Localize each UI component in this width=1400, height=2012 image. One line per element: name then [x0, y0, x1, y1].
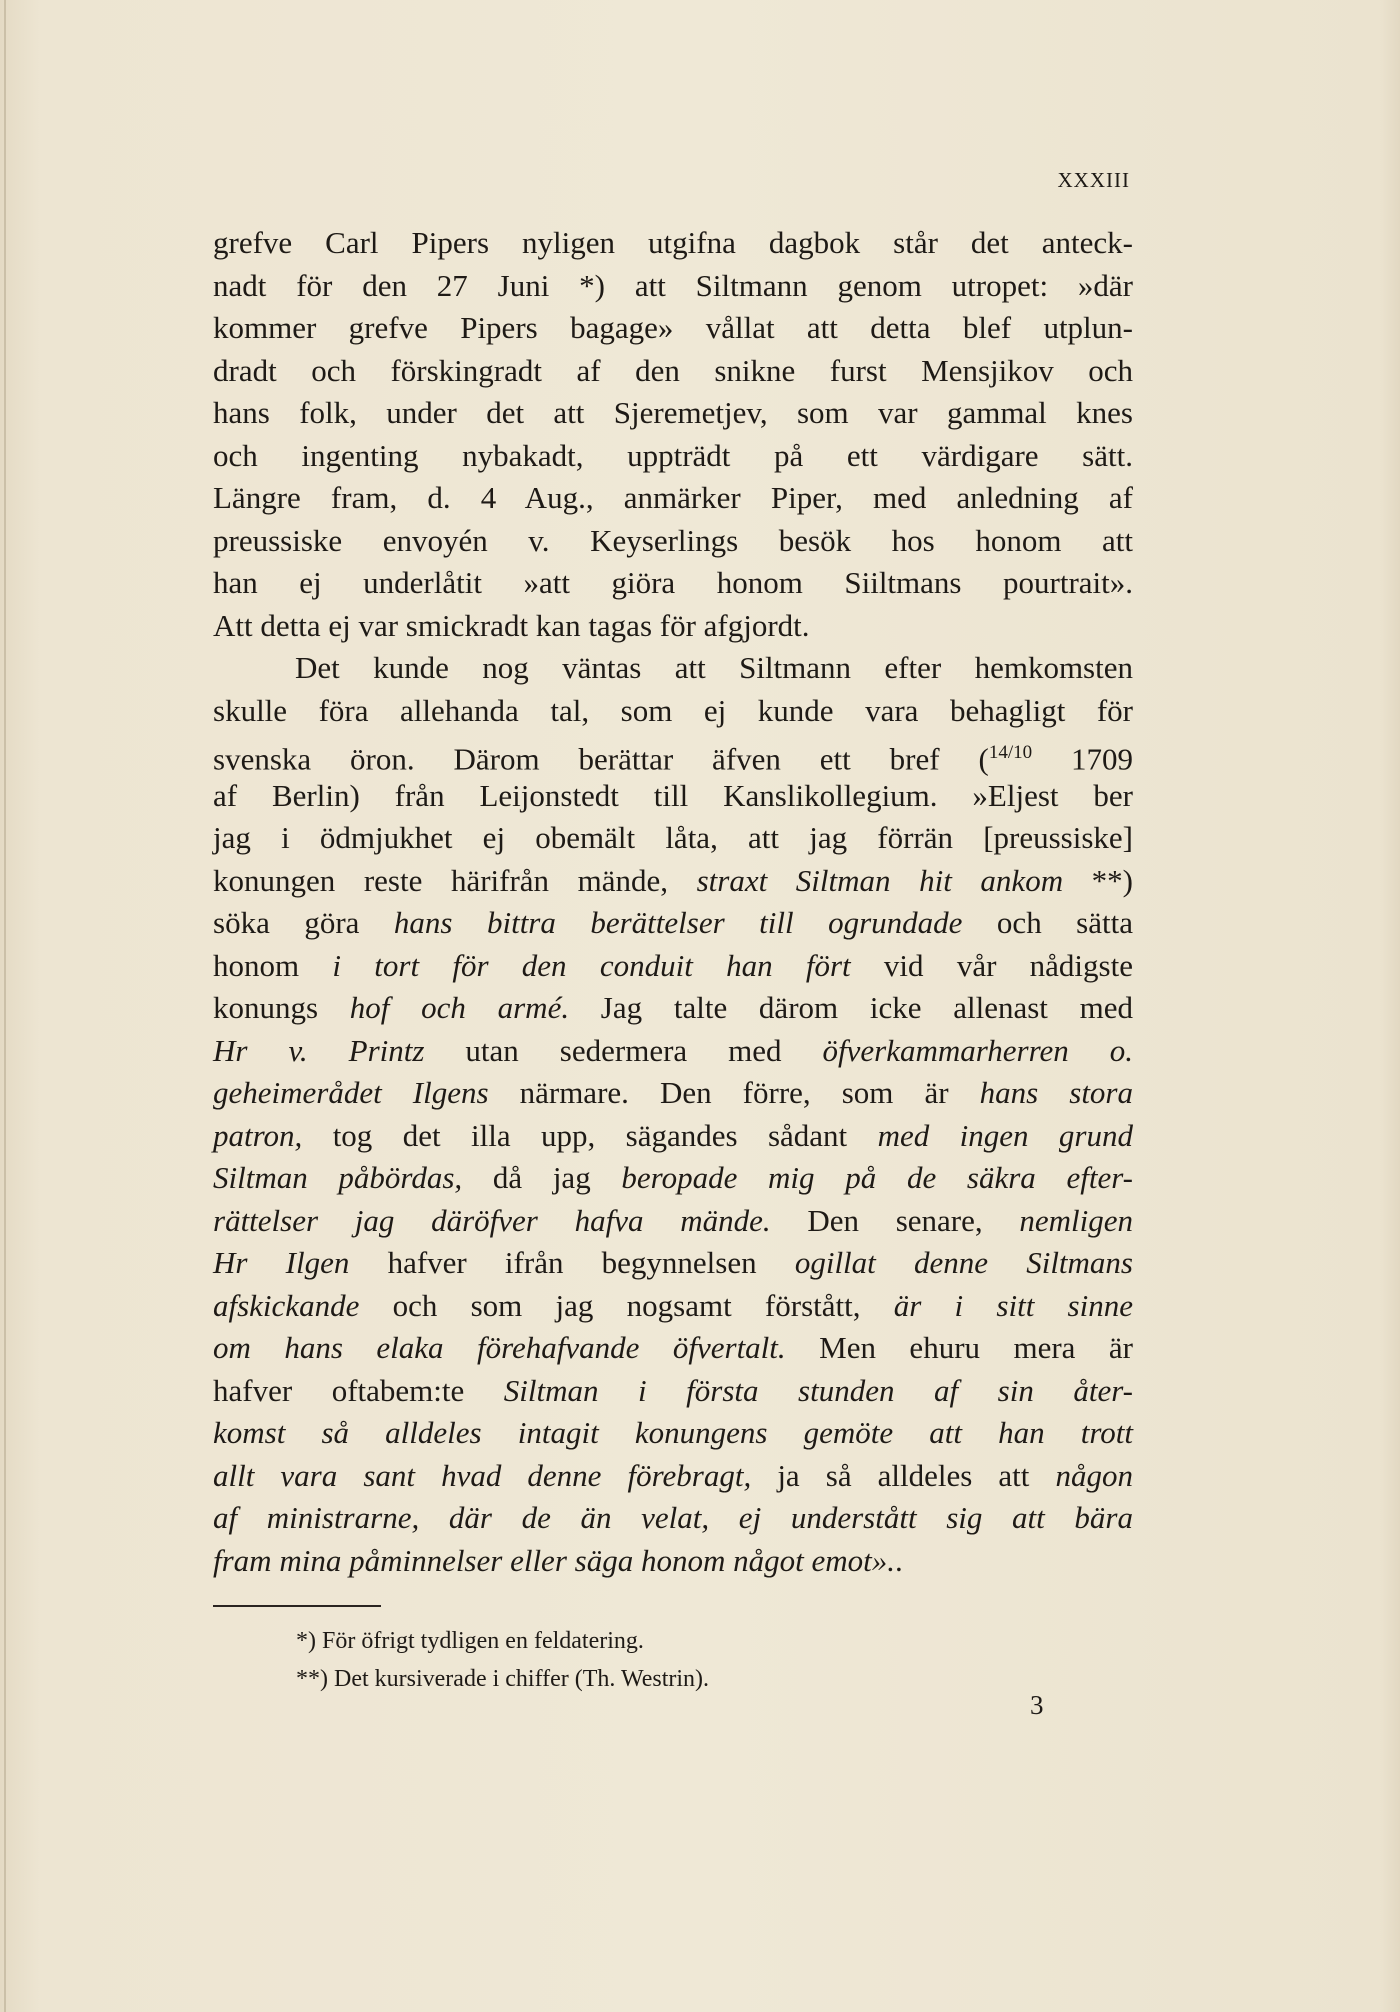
text-line — [213, 1030, 1133, 1073]
text-line — [213, 1370, 1133, 1413]
text-line — [213, 1285, 1133, 1328]
text-segment: och sätta — [962, 905, 1133, 940]
text-segment: 1709 — [1032, 741, 1133, 777]
italic-segment: rättelser jag däröfver hafva mände. — [213, 1202, 771, 1238]
italic-segment: Hr Ilgen — [213, 1245, 350, 1280]
text-line: Att detta ej var smickradt kan tagas för afgjordt. — [213, 607, 810, 643]
text-line — [213, 1200, 1133, 1243]
italic-segment: hans stora — [979, 1075, 1133, 1110]
italic-segment: afskickande — [213, 1287, 360, 1323]
text-segment: tog det illa upp, sägandes sådant — [302, 1117, 878, 1153]
text-segment: närmare. Den förre, som är — [488, 1075, 980, 1110]
text-line: nadt för den 27 Juni *) att Siltmann genom utropet: »där — [213, 267, 1133, 303]
text-line: af Berlin) från Leijonstedt till Kanslikollegium. »Eljest ber — [213, 777, 1133, 813]
text-segment: ja så alldeles att — [751, 1457, 1056, 1493]
italic-segment: någon — [1055, 1457, 1133, 1493]
page-number: 3 — [1030, 1690, 1044, 1720]
body-text — [213, 222, 1133, 1582]
text-line — [213, 860, 1133, 903]
text-line — [213, 1115, 1133, 1158]
text-segment: Den senare, — [770, 1202, 1020, 1238]
italic-segment: om hans elaka förehafvande öfvertalt. — [213, 1330, 786, 1365]
italic-line: af ministrarne, där de än velat, ej understått sig att bära — [213, 1500, 1133, 1535]
footnotes — [296, 1622, 996, 1698]
text-line: han ej underlåtit »att giöra honom Siiltmans pourtrait». — [213, 565, 1133, 600]
text-segment: Jag talte därom icke allenast med — [569, 990, 1133, 1025]
text-segment: söka göra — [213, 905, 394, 940]
text-line — [213, 1157, 1133, 1200]
text-line: grefve Carl Pipers nyligen utgifna dagbok står det anteck- — [213, 225, 1133, 260]
text-line: skulle föra allehanda tal, som ej kunde vara behagligt för — [213, 692, 1133, 728]
text-line — [213, 1242, 1133, 1285]
italic-segment: Hr v. Printz — [213, 1032, 425, 1068]
text-line — [213, 1540, 1133, 1583]
footnote-rule — [213, 1605, 381, 1607]
text-line: hans folk, under det att Sjeremetjev, som var gammal knes — [213, 395, 1133, 430]
italic-segment: nemligen — [1019, 1202, 1133, 1238]
italic-segment: öfverkammarherren o. — [822, 1032, 1133, 1068]
footnote-2: **) Det kursiverade i chiffer (Th. Westrin). — [296, 1666, 710, 1692]
italic-segment: i tort för den conduit han fört — [332, 947, 851, 983]
italic-segment: straxt Siltman hit ankom — [696, 862, 1064, 898]
text-segment: honom — [213, 947, 333, 983]
text-line: och ingenting nybakadt, uppträdt på ett värdigare sätt. — [213, 437, 1133, 473]
italic-segment: hof och armé. — [349, 990, 570, 1025]
italic-segment: med ingen grund — [877, 1117, 1133, 1153]
italic-segment: Siltman påbördas, — [213, 1160, 463, 1195]
text-segment: **) — [1063, 862, 1133, 898]
italic-segment: allt vara sant hvad denne förebragt, — [213, 1457, 752, 1493]
text-segment: då jag — [462, 1160, 622, 1195]
italic-segment: geheimerådet Ilgens — [213, 1075, 489, 1110]
text-segment: konungs — [213, 990, 350, 1025]
text-segment: . — [894, 1542, 903, 1578]
running-head: XXXIII — [1057, 168, 1130, 192]
text-line — [213, 1072, 1133, 1115]
text-line — [213, 902, 1133, 945]
text-line — [213, 1455, 1133, 1498]
text-line — [213, 945, 1133, 988]
italic-segment: hans bittra berättelser till ogrundade — [393, 905, 963, 940]
italic-segment: Siltman i första stunden af sin åter- — [503, 1372, 1134, 1408]
text-line — [213, 987, 1133, 1030]
page-edge — [4, 0, 6, 2012]
text-line: dradt och förskingradt af den snikne furst Mensjikov och — [213, 352, 1133, 388]
italic-segment: patron, — [213, 1117, 303, 1153]
text-line: kommer grefve Pipers bagage» vållat att detta blef utplun- — [213, 310, 1133, 345]
italic-segment: ogillat denne Siltmans — [794, 1245, 1133, 1280]
text-segment: svenska öron. Därom berättar äfven ett bref ( — [213, 741, 989, 777]
text-segment: konungen reste härifrån mände, — [213, 862, 697, 898]
text-segment: och som jag nogsamt förstått, — [359, 1287, 894, 1323]
italic-line: komst så alldeles intagit konungens gemöte att han trott — [213, 1415, 1133, 1450]
text-segment: hafver ifrån begynnelsen — [349, 1245, 795, 1280]
text-line — [213, 732, 1133, 775]
paragraph-start-line: Det kunde nog väntas att Siltmann efter hemkomsten — [295, 650, 1133, 685]
text-line: jag i ödmjukhet ej obemält låta, att jag förrän [preussiske] — [213, 820, 1133, 855]
text-line — [213, 1327, 1133, 1370]
italic-segment: beropade mig på de säkra efter- — [621, 1160, 1134, 1195]
footnote-1: *) För öfrigt tydligen en feldatering. — [296, 1628, 644, 1654]
text-segment: vid vår nådigste — [850, 947, 1133, 983]
text-segment: hafver oftabem:te — [213, 1372, 504, 1408]
italic-segment: fram mina påminnelser eller säga honom något emot». — [213, 1542, 895, 1578]
text-line: Längre fram, d. 4 Aug., anmärker Piper, med anledning af — [213, 480, 1133, 515]
text-segment: Men ehuru mera är — [785, 1330, 1133, 1365]
date-fraction: 14/10 — [988, 742, 1033, 763]
text-segment: utan sedermera med — [424, 1032, 823, 1068]
italic-segment: är i sitt sinne — [893, 1287, 1133, 1323]
text-line: preussiske envoyén v. Keyserlings besök hos honom att — [213, 522, 1133, 558]
